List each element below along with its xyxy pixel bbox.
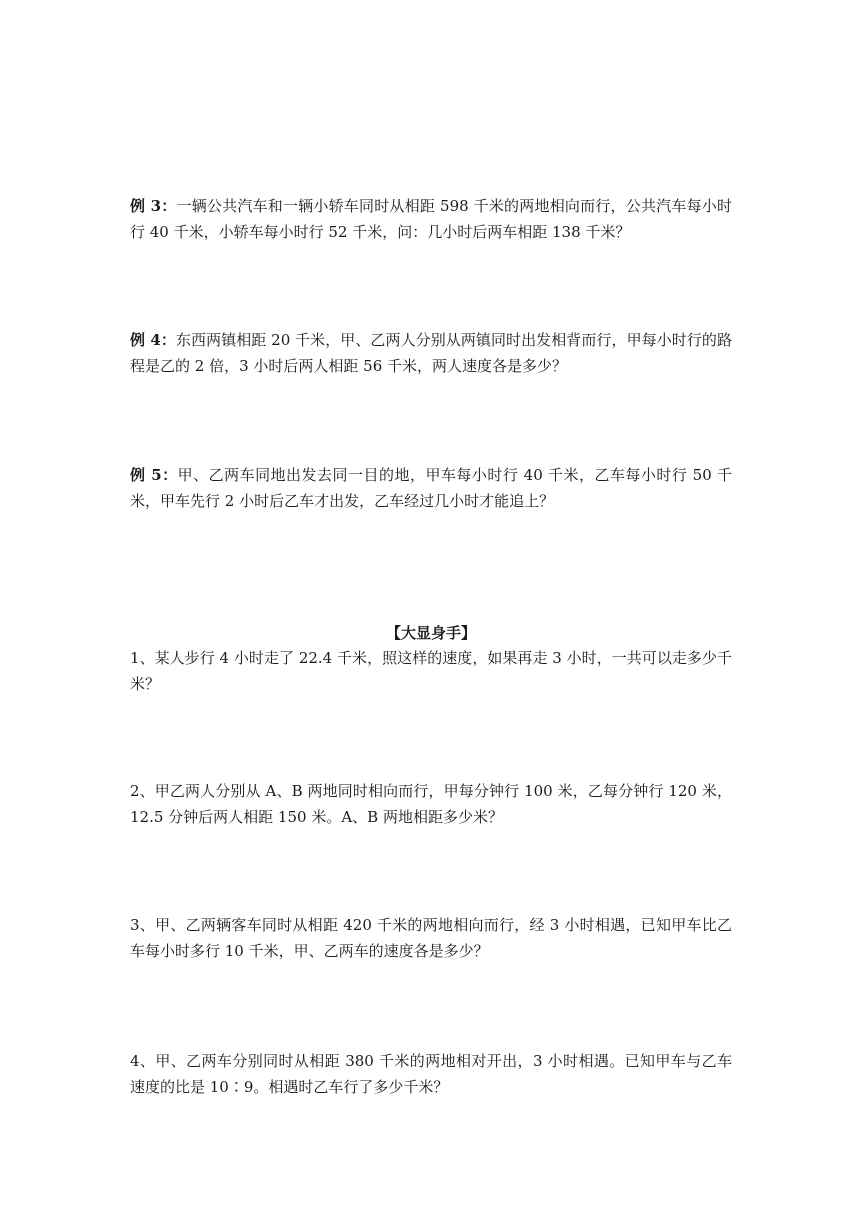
- exercise-3-text: 3、甲、乙两辆客车同时从相距 420 千米的两地相向而行，经 3 小时相遇，已知甲车比乙车每小时多行 10 千米，甲、乙两车的速度各是多少？: [130, 916, 732, 960]
- example-5-label: 例 5：: [130, 466, 178, 484]
- example-3-label: 例 3：: [130, 197, 177, 215]
- example-3: [130, 193, 732, 245]
- section-title: 【大显身手】: [385, 624, 476, 642]
- example-4-label: 例 4：: [130, 331, 176, 349]
- exercise-1-text: 1、某人步行 4 小时走了 22.4 千米，照这样的速度，如果再走 3 小时，一共可以走多少千米？: [130, 649, 732, 693]
- exercise-4-text: 4、甲、乙两车分别同时从相距 380 千米的两地相对开出，3 小时相遇。已知甲车与乙车速度的比是 10∶9。相遇时乙车行了多少千米？: [130, 1052, 732, 1096]
- exercise-4: [130, 1048, 732, 1100]
- example-4-text: 东西两镇相距 20 千米，甲、乙两人分别从两镇同时出发相背而行，甲每小时行的路程是乙的 2 倍，3 小时后两人相距 56 千米，两人速度各是多少？: [130, 331, 732, 375]
- example-4: [130, 327, 732, 379]
- exercise-1: [130, 645, 732, 697]
- exercise-3: [130, 912, 732, 964]
- example-3-text: 一辆公共汽车和一辆小轿车同时从相距 598 千米的两地相向而行，公共汽车每小时行 40 千米，小轿车每小时行 52 千米，问：几小时后两车相距 138 千米？: [130, 197, 732, 241]
- exercise-2-text: 2、甲乙两人分别从 A、B 两地同时相向而行，甲每分钟行 100 米，乙每分钟行 120 米，12.5 分钟后两人相距 150 米。A、B 两地相距多少米？: [130, 782, 732, 826]
- exercise-2: [130, 778, 732, 830]
- example-5: [130, 462, 732, 514]
- example-5-text: 甲、乙两车同地出发去同一目的地，甲车每小时行 40 千米，乙车每小时行 50 千米，甲车先行 2 小时后乙车才出发，乙车经过几小时才能追上？: [130, 466, 732, 510]
